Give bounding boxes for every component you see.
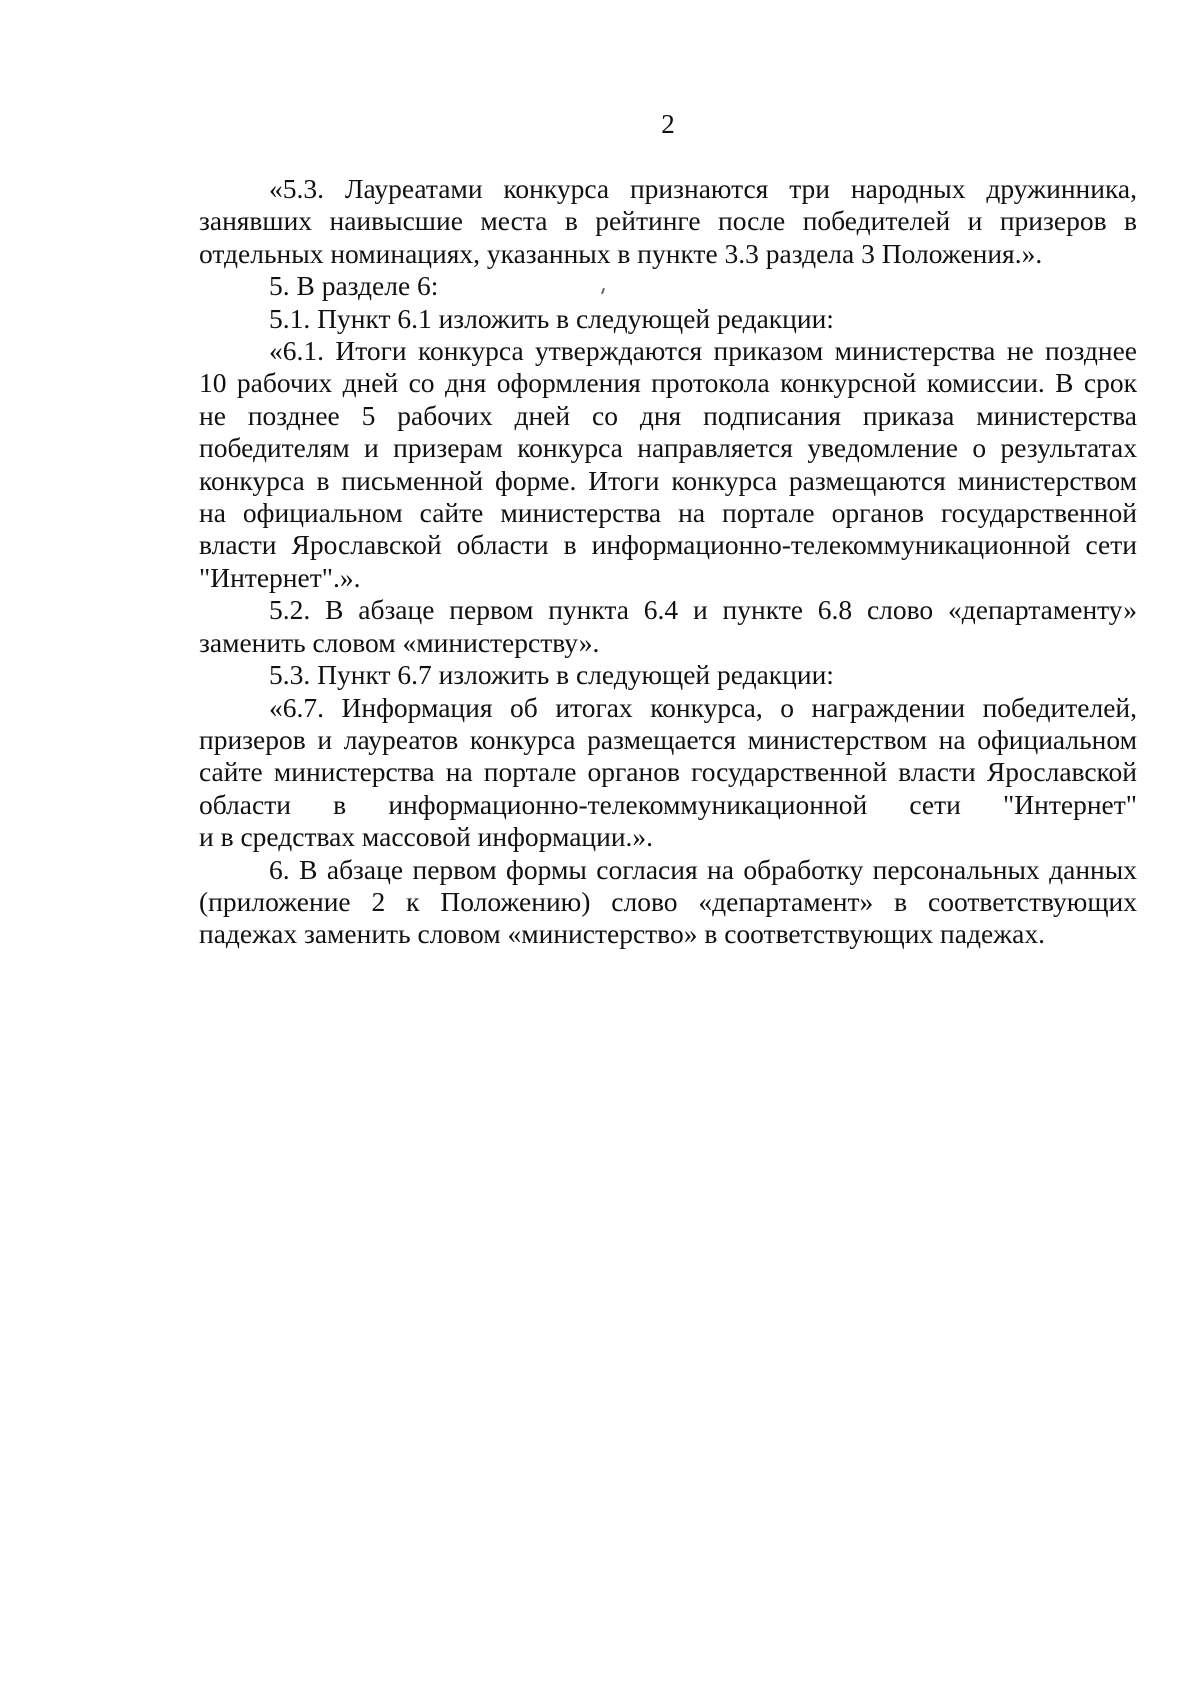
text-line: 5.2. В абзаце первом пункта 6.4 и пункте 6.8 слово «департаменту» bbox=[269, 594, 1137, 626]
text-line: 10 рабочих дней со дня оформления протокола конкурсной комиссии. В срок bbox=[199, 367, 1137, 399]
text-line: власти Ярославской области в информационно-телекоммуникационной сети bbox=[199, 529, 1137, 561]
text-line: призеров и лауреатов конкурса размещается министерством на официальном bbox=[199, 723, 1137, 755]
text-line: 6. В абзаце первом формы согласия на обработку персональных данных bbox=[269, 853, 1137, 885]
text-line: 5. В разделе 6: bbox=[269, 270, 439, 302]
text-line: «5.3. Лауреатами конкурса признаются три народных дружинника, bbox=[269, 173, 1137, 204]
text-line: "Интернет".». bbox=[199, 561, 361, 593]
text-line: «6.7. Информация об итогах конкурса, о награждении победителей, bbox=[269, 691, 1137, 723]
paragraph-5-3 bbox=[199, 659, 1137, 691]
text-line: заменить словом «министерству». bbox=[199, 626, 600, 658]
text-line: победителям и призерам конкурса направляется уведомление о результатах bbox=[199, 432, 1137, 464]
paragraph-6-7-information bbox=[199, 692, 1137, 854]
paragraph-5-1 bbox=[199, 303, 1137, 335]
paragraph-5-3-laureates bbox=[199, 173, 1137, 270]
text-line: сайте министерства на портале органов государственной власти Ярославской bbox=[199, 756, 1137, 788]
text-line: области в информационно-телекоммуникационной сети "Интернет" bbox=[199, 788, 1137, 820]
text-line: не позднее 5 рабочих дней со дня подписания приказа министерства bbox=[199, 399, 1137, 431]
text-line: «6.1. Итоги конкурса утверждаются приказом министерства не позднее bbox=[269, 335, 1137, 367]
page-number: 2 bbox=[661, 109, 675, 139]
paragraph-5-2 bbox=[199, 594, 1137, 659]
paragraph-section-6 bbox=[199, 270, 1137, 302]
text-line: занявших наивысшие места в рейтинге после победителей и призеров в bbox=[199, 205, 1137, 237]
paragraph-6-1-results bbox=[199, 335, 1137, 594]
text-line: 5.1. Пункт 6.1 изложить в следующей редакции: bbox=[269, 302, 834, 334]
document-body bbox=[199, 173, 1137, 951]
paragraph-6-consent-form bbox=[199, 854, 1137, 951]
text-line: и в средствах массовой информации.». bbox=[199, 821, 654, 853]
text-line: отдельных номинациях, указанных в пункте 3.3 раздела 3 Положения.». bbox=[199, 237, 1043, 269]
text-line: падежах заменить словом «министерство» в соответствующих падежах. bbox=[199, 918, 1045, 950]
text-line: конкурса в письменной форме. Итоги конкурса размещаются министерством bbox=[199, 464, 1137, 496]
text-line: 5.3. Пункт 6.7 изложить в следующей редакции: bbox=[269, 659, 834, 691]
text-line: на официальном сайте министерства на портале органов государственной bbox=[199, 497, 1137, 529]
text-line: (приложение 2 к Положению) слово «департамент» в соответствующих bbox=[199, 885, 1137, 917]
